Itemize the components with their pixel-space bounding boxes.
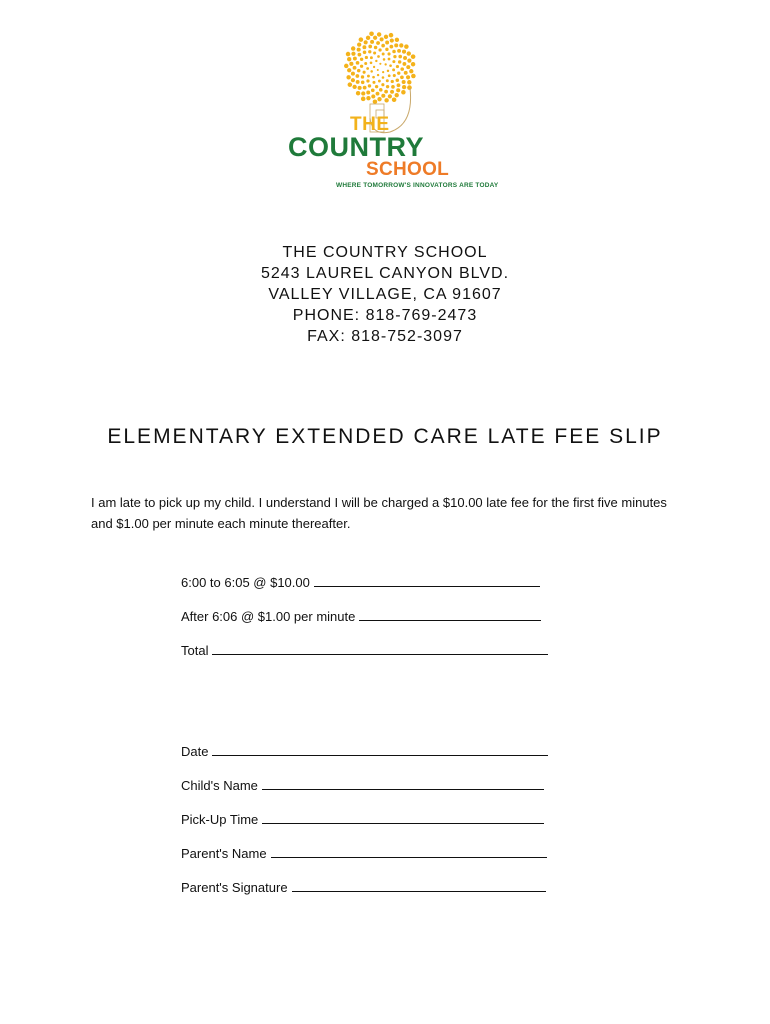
sunflower-seed-dot <box>385 48 388 51</box>
logo-word-the: THE <box>350 114 390 135</box>
sunflower-seed-dot <box>357 42 361 46</box>
sunflower-seed-dot <box>390 90 394 94</box>
sunflower-seed-dot <box>379 63 381 65</box>
sunflower-seed-dot <box>402 80 406 84</box>
sunflower-seed-dot <box>357 48 361 52</box>
sunflower-seed-dot <box>390 38 394 42</box>
sunflower-seed-dot <box>367 75 370 78</box>
sunflower-seed-dot <box>407 51 411 55</box>
sunflower-seed-dot <box>382 52 385 55</box>
sunflower-seed-dot <box>391 85 395 89</box>
sunflower-seed-dot <box>377 97 381 101</box>
sunflower-seed-dot <box>356 61 360 65</box>
sunflower-seed-dot <box>365 56 368 59</box>
sunflower-seed-dot <box>402 85 406 89</box>
field-label: Pick-Up Time <box>181 812 259 827</box>
sunflower-seed-dot <box>366 67 369 70</box>
sunflower-seed-dot <box>411 62 415 66</box>
sunflower-seed-dot <box>369 31 374 36</box>
sunflower-seed-dot <box>411 74 416 79</box>
sunflower-seed-dot <box>387 70 389 72</box>
logo-tagline: WHERE TOMORROW'S INNOVATORS ARE TODAY <box>336 182 499 189</box>
logo-word-country: COUNTRY <box>288 132 424 162</box>
sunflower-seed-dot <box>356 74 360 78</box>
sunflower-seed-dot <box>382 76 385 79</box>
sunflower-seed-dot <box>370 56 373 59</box>
sunflower-seed-dot <box>351 72 355 76</box>
sunflower-seed-dot <box>392 50 396 54</box>
sunflower-seed-dot <box>388 58 391 61</box>
sunflower-seed-dot <box>352 85 356 89</box>
sunflower-seed-dot <box>392 60 395 63</box>
sunflower-seed-dot <box>399 43 403 47</box>
sunflower-seed-dot <box>382 71 384 73</box>
sunflower-seed-dot <box>377 32 381 36</box>
sunflower-seed-dot <box>381 44 385 48</box>
sunflower-seed-dot <box>371 88 375 92</box>
sunflower-seed-dot <box>370 61 373 64</box>
sunflower-seed-dot <box>347 68 351 72</box>
sunflower-seed-dot <box>385 41 389 45</box>
sunflower-seed-dot <box>379 88 383 92</box>
sunflower-seed-dot <box>366 91 370 95</box>
sunflower-seed-dot <box>360 65 363 68</box>
sunflower-seed-dot <box>391 80 394 83</box>
sunflower-seed-dot <box>360 58 363 61</box>
sunflower-seed-dot <box>358 53 362 57</box>
sunflower-seed-dot <box>363 86 367 90</box>
city-state-zip: VALLEY VILLAGE, CA 91607 <box>268 286 502 303</box>
sunflower-seed-dot <box>373 36 377 40</box>
sunflower-seed-dot <box>358 86 362 90</box>
sunflower-seed-dot <box>393 55 396 58</box>
sunflower-seed-dot <box>361 97 366 102</box>
field-label: Parent's Name <box>181 846 267 861</box>
sunflower-seed-dot <box>370 70 373 73</box>
sunflower-seed-dot <box>394 43 398 47</box>
sunflower-seed-dot <box>373 99 378 104</box>
sunflower-seed-dot <box>368 50 371 53</box>
sunflower-seed-dot <box>384 98 388 102</box>
info-line-date <box>181 743 548 759</box>
sunflower-seed-dot <box>406 75 410 79</box>
sunflower-seed-dot <box>368 45 372 49</box>
sunflower-seed-dot <box>378 48 381 51</box>
sunflower-seed-dot <box>403 62 407 66</box>
sunflower-seed-dot <box>384 90 388 94</box>
sunflower-seed-dot <box>398 55 402 59</box>
sunflower-seed-dot <box>361 91 365 95</box>
sunflower-seed-dot <box>396 88 400 92</box>
sunflower-seed-dot <box>364 40 368 44</box>
sunflower-seed-dot <box>347 57 351 61</box>
parents-signature-blank[interactable] <box>292 879 546 892</box>
sunflower-seed-dot <box>387 52 390 55</box>
school-logo <box>282 28 499 194</box>
fax-number: FAX: 818-752-3097 <box>307 328 463 345</box>
sunflower-seed-dot <box>381 94 385 98</box>
sunflower-seed-dot <box>362 45 366 49</box>
sunflower-seed-dot <box>409 69 413 73</box>
childs-name-blank[interactable] <box>262 777 544 790</box>
intro-paragraph: I am late to pick up my child. I understand I will be charged a $10.00 late fee for the first five minutes and $1.00 per minute each minute thereafter. <box>91 495 667 531</box>
sunflower-seed-dot <box>376 92 380 96</box>
sunflower-seed-dot <box>344 64 349 69</box>
sunflower-seed-dot <box>384 35 388 39</box>
field-label: Parent's Signature <box>181 880 288 895</box>
fee-first-five-blank[interactable] <box>314 574 540 587</box>
pickup-time-blank[interactable] <box>262 811 544 824</box>
sunflower-seed-dot <box>392 68 395 71</box>
sunflower-seed-dot <box>393 74 396 77</box>
sunflower-seed-dot <box>348 82 353 87</box>
field-label: Date <box>181 744 209 759</box>
sunflower-seed-dot <box>373 52 376 55</box>
sunflower-seed-dot <box>353 66 357 70</box>
sunflower-seed-dot <box>395 93 399 97</box>
sunflower-seed-dot <box>359 37 364 42</box>
sunflower-seed-dot <box>368 84 371 87</box>
sunflower-seed-dot <box>388 74 391 77</box>
street-address: 5243 LAUREL CANYON BLVD. <box>260 265 510 282</box>
sunflower-seed-dot <box>372 76 375 79</box>
sunflower-seed-dot <box>366 96 370 100</box>
sunflower-seed-dot <box>356 80 360 84</box>
sunflower-seed-dot <box>389 33 394 38</box>
sunflower-seed-dot <box>361 81 365 85</box>
sunflower-seed-dot <box>372 81 375 84</box>
sunflower-seed-dot <box>377 69 379 71</box>
logo-word-school: SCHOOL <box>366 159 450 180</box>
info-line-parents-name <box>181 845 547 861</box>
school-address-block <box>0 242 770 347</box>
document-title: ELEMENTARY EXTENDED CARE LATE FEE SLIP <box>107 425 663 448</box>
sunflower-seed-dot <box>407 58 411 62</box>
sunflower-seed-dot <box>404 44 409 49</box>
sunflower-seed-dot <box>386 79 389 82</box>
parents-name-blank[interactable] <box>271 845 547 858</box>
sunflower-seed-dot <box>389 64 392 67</box>
field-label: Child's Name <box>181 778 258 793</box>
sunflower-seed-dot <box>395 38 399 42</box>
info-line-childs-name <box>181 777 544 793</box>
sunflower-seed-dot <box>364 62 367 65</box>
sunflower-seed-dot <box>407 85 412 90</box>
sunflower-seed-dot <box>401 90 406 95</box>
sunflower-seed-dot <box>378 80 381 83</box>
sunflower-seed-dot <box>383 58 386 61</box>
sunflower-seed-dot <box>406 65 410 69</box>
sunflower-seed-dot <box>400 75 404 79</box>
sunflower-seed-dot <box>407 80 411 84</box>
field-label: Total <box>181 643 209 658</box>
fee-line-first-five-minutes <box>181 574 540 590</box>
sunflower-seed-dot <box>374 46 377 49</box>
phone-number: PHONE: 818-769-2473 <box>292 307 478 324</box>
sunflower-seed-dot <box>400 67 404 71</box>
sunflower-seed-dot <box>397 49 401 53</box>
sunflower-seed-dot <box>411 54 416 59</box>
date-blank[interactable] <box>212 743 548 756</box>
sunflower-seed-dot <box>346 75 350 79</box>
info-line-parents-signature <box>181 879 546 895</box>
sunflower-seed-dot <box>396 79 400 83</box>
sunflower-seed-dot <box>357 69 361 73</box>
sunflower-seed-dot <box>373 66 375 68</box>
sunflower-seed-dot <box>356 91 360 95</box>
sunflower-seed-dot <box>404 71 408 75</box>
sunflower-seed-dot <box>384 63 386 65</box>
sunflower-seed-dot <box>353 57 357 61</box>
sunflower-seed-dot <box>366 36 370 40</box>
sunflower-seed-dot <box>380 37 384 41</box>
sunflower-seed-dot <box>371 94 375 98</box>
field-label: After 6:06 @ $1.00 per minute <box>181 609 356 624</box>
fee-line-per-minute <box>181 608 541 624</box>
sunflower-seed-dot <box>392 97 397 102</box>
sunflower-seed-dot <box>349 62 353 66</box>
sunflower-seed-dot <box>376 41 380 45</box>
sunflower-seed-dot <box>397 71 400 74</box>
school-name: THE COUNTRY SCHOOL <box>282 244 488 261</box>
sunflower-seed-dot <box>363 51 367 55</box>
sunflower-seed-dot <box>388 94 392 98</box>
field-label: 6:00 to 6:05 @ $10.00 <box>181 575 310 590</box>
sunflower-seed-dot <box>397 83 401 87</box>
sunflower-seed-dot <box>366 79 369 82</box>
sunflower-seed-dot <box>377 74 379 76</box>
sunflower-seed-dot <box>389 45 393 49</box>
info-line-pickup-time <box>181 811 544 827</box>
sunflower-seed-dot <box>351 46 355 50</box>
sunflower-seed-dot <box>346 52 351 57</box>
sunflower-seed-dot <box>375 85 378 88</box>
total-blank[interactable] <box>212 642 548 655</box>
sunflower-seed-dot <box>381 83 384 86</box>
sunflower-seed-dot <box>370 40 374 44</box>
sunflower-seed-dot <box>361 75 364 78</box>
sunflower-seed-dot <box>375 60 377 62</box>
sunflower-seed-dot <box>377 55 380 58</box>
sunflower-seed-dot <box>402 50 406 54</box>
fee-line-total <box>181 642 548 658</box>
sunflower-seed-dot <box>403 56 407 60</box>
sunflower-seed-dot <box>386 85 389 88</box>
sunflower-seed-dot <box>398 60 401 63</box>
sunflower-seed-dot <box>396 65 399 68</box>
sunflower-seed-dot <box>351 52 355 56</box>
sunflower-seed-dot <box>363 71 366 74</box>
sunflower-seed-dot <box>351 78 355 82</box>
fee-per-minute-blank[interactable] <box>359 608 541 621</box>
